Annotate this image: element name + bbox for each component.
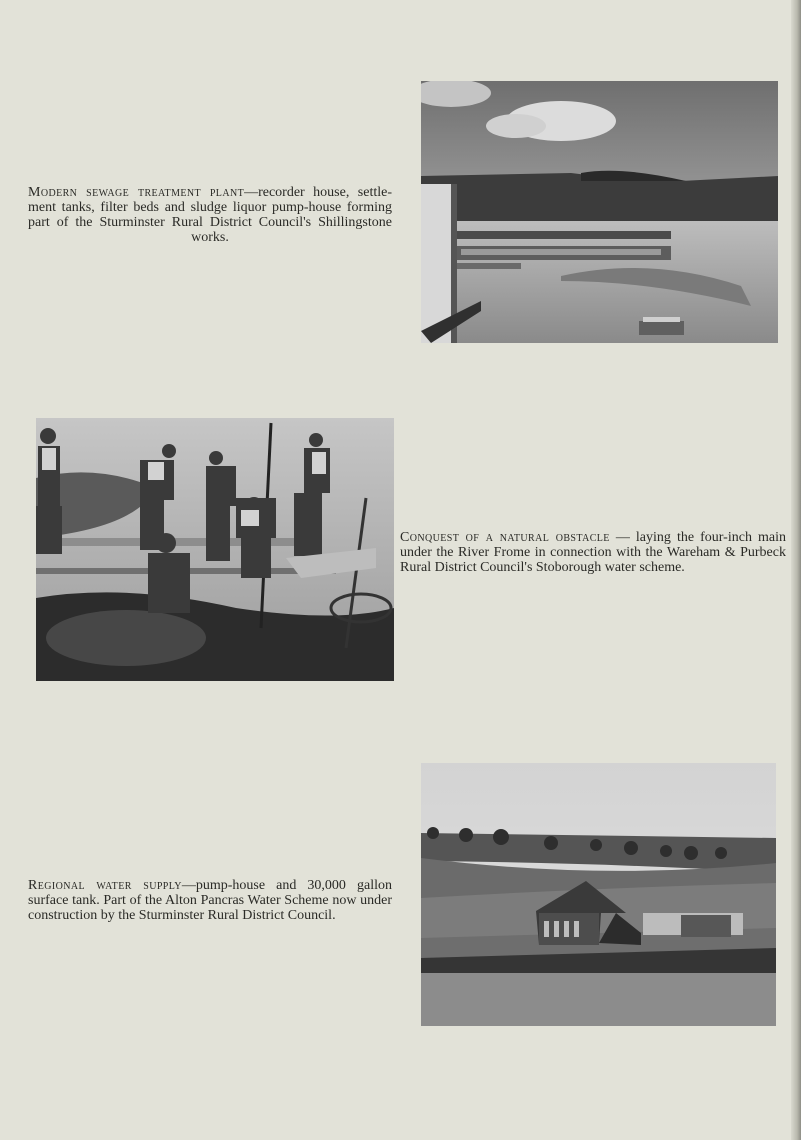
river-main-photo [36, 418, 394, 681]
caption-lead: Modern sewage treatment plant [28, 185, 245, 200]
sewage-plant-photo [421, 81, 778, 343]
river-main-caption [400, 530, 786, 575]
caption-text: — laying the four-inch main under the River Frome in connection with the Wareham & Purbeck Rural District Council's Stoborough water scheme. [400, 530, 787, 575]
caption-text: —recorder house, settle-ment tanks, filter beds and sludge liquor pump-house forming part of the Sturminster Rural District Council's Shillingstone works. [28, 185, 392, 245]
page-edge [791, 0, 801, 1140]
pump-house-caption [28, 878, 392, 923]
caption-text: —pump-house and 30,000 gallon surface tank. Part of the Alton Pancras Water Scheme now under construction by the Sturminster Rural District Council. [28, 878, 392, 923]
sewage-plant-caption [28, 185, 392, 245]
caption-lead: Regional water supply [28, 878, 182, 893]
pump-house-photo [421, 763, 776, 1026]
caption-lead: Conquest of a natural obstacle [400, 530, 610, 545]
